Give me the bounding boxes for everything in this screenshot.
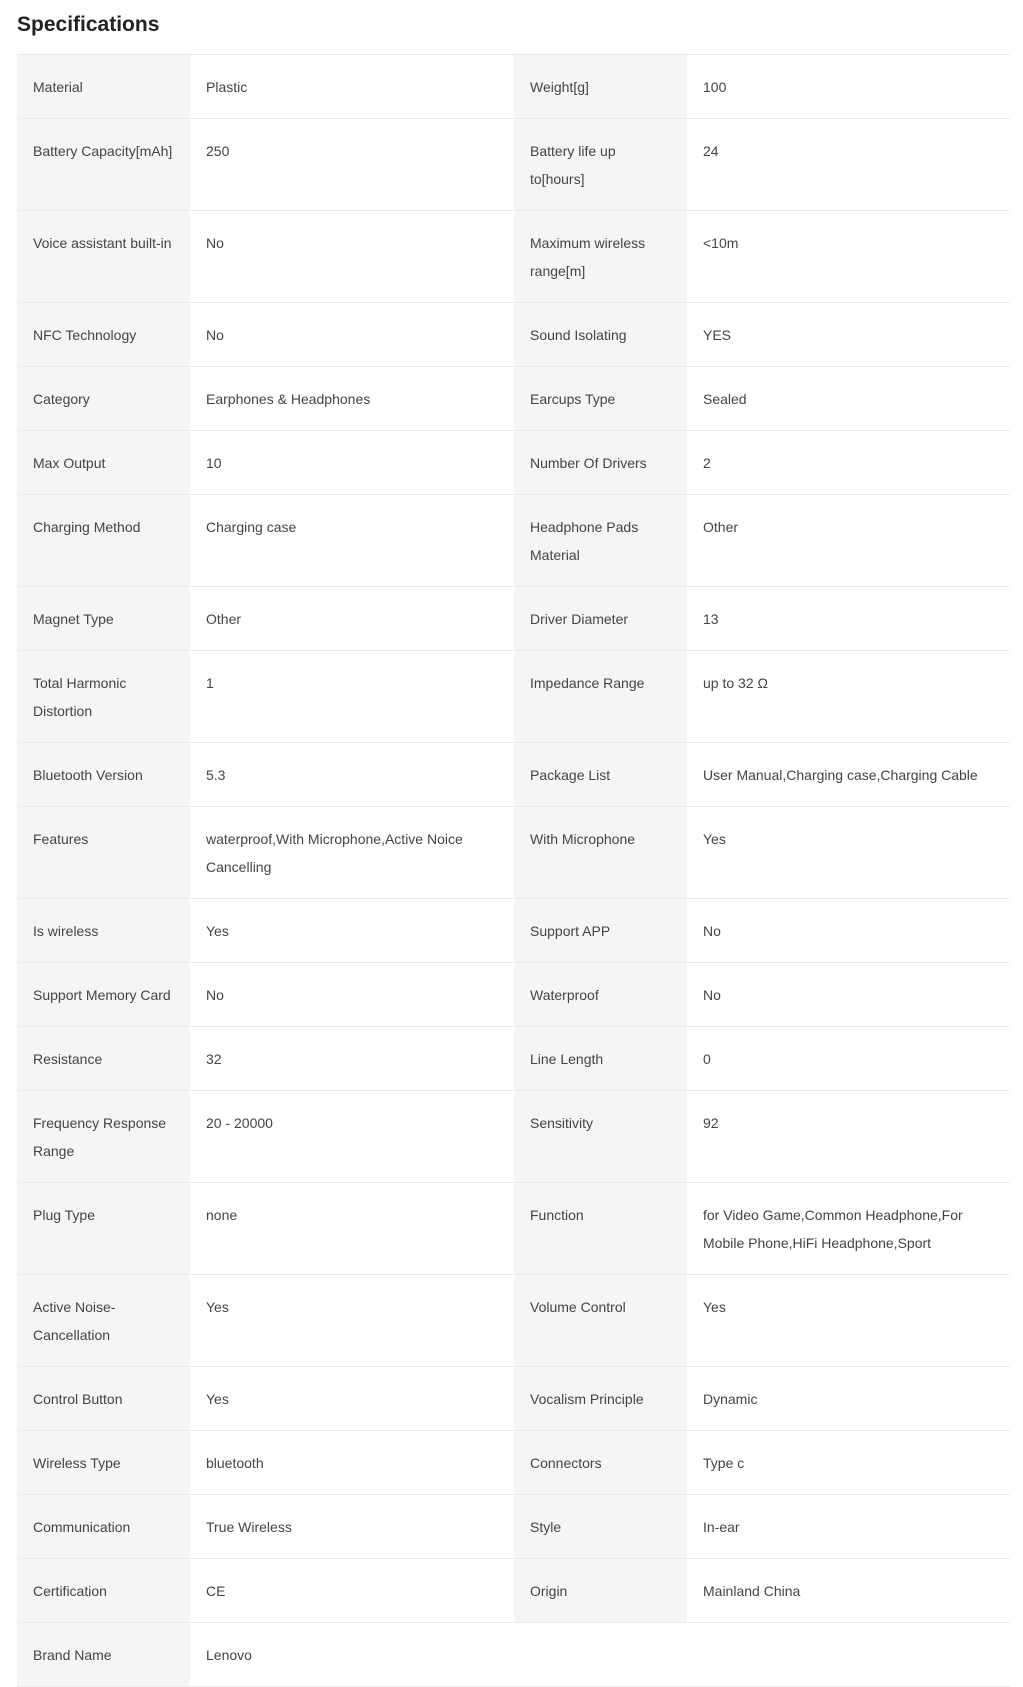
- spec-label: Active Noise-Cancellation: [17, 1275, 190, 1367]
- spec-row: [17, 1027, 1010, 1091]
- spec-label: Line Length: [514, 1027, 687, 1091]
- spec-value: <10m: [687, 211, 1010, 303]
- spec-row: [17, 55, 1010, 119]
- spec-label: Brand Name: [17, 1623, 190, 1687]
- spec-label: Style: [514, 1495, 687, 1559]
- spec-label: Driver Diameter: [514, 587, 687, 651]
- specifications-table: [17, 54, 1010, 1687]
- spec-value: 5.3: [190, 743, 514, 807]
- spec-label: Earcups Type: [514, 367, 687, 431]
- spec-value: 100: [687, 55, 1010, 119]
- spec-label: Bluetooth Version: [17, 743, 190, 807]
- spec-label: Voice assistant built-in: [17, 211, 190, 303]
- spec-row: [17, 367, 1010, 431]
- spec-value: Yes: [190, 899, 514, 963]
- spec-label: Category: [17, 367, 190, 431]
- spec-value: Yes: [190, 1367, 514, 1431]
- spec-label: Waterproof: [514, 963, 687, 1027]
- spec-row: [17, 1495, 1010, 1559]
- spec-label: Certification: [17, 1559, 190, 1623]
- spec-value: bluetooth: [190, 1431, 514, 1495]
- spec-label: Vocalism Principle: [514, 1367, 687, 1431]
- spec-value: 13: [687, 587, 1010, 651]
- spec-value: Other: [687, 495, 1010, 587]
- spec-value: Yes: [190, 1275, 514, 1367]
- spec-value: 10: [190, 431, 514, 495]
- spec-label: Control Button: [17, 1367, 190, 1431]
- spec-row: [17, 963, 1010, 1027]
- spec-label: Communication: [17, 1495, 190, 1559]
- spec-label: Impedance Range: [514, 651, 687, 743]
- spec-label: Volume Control: [514, 1275, 687, 1367]
- spec-label: NFC Technology: [17, 303, 190, 367]
- spec-value: True Wireless: [190, 1495, 514, 1559]
- empty-cell: [514, 1623, 687, 1687]
- spec-label: Wireless Type: [17, 1431, 190, 1495]
- spec-value: 24: [687, 119, 1010, 211]
- spec-row: [17, 119, 1010, 211]
- spec-value: waterproof,With Microphone,Active Noice Cancelling: [190, 807, 514, 899]
- empty-cell: [687, 1623, 1010, 1687]
- spec-value: Lenovo: [190, 1623, 514, 1687]
- spec-row: [17, 899, 1010, 963]
- spec-value: In-ear: [687, 1495, 1010, 1559]
- spec-value: Earphones & Headphones: [190, 367, 514, 431]
- spec-label: Support Memory Card: [17, 963, 190, 1027]
- spec-value: 2: [687, 431, 1010, 495]
- spec-value: up to 32 Ω: [687, 651, 1010, 743]
- spec-label: Headphone Pads Material: [514, 495, 687, 587]
- spec-row: [17, 807, 1010, 899]
- spec-label: Maximum wireless range[m]: [514, 211, 687, 303]
- spec-value: No: [687, 963, 1010, 1027]
- spec-label: Weight[g]: [514, 55, 687, 119]
- spec-label: Total Harmonic Distortion: [17, 651, 190, 743]
- spec-label: Features: [17, 807, 190, 899]
- section-title: Specifications: [17, 13, 160, 36]
- spec-label: Frequency Response Range: [17, 1091, 190, 1183]
- spec-row: [17, 303, 1010, 367]
- spec-value: 250: [190, 119, 514, 211]
- spec-label: Connectors: [514, 1431, 687, 1495]
- spec-value: Charging case: [190, 495, 514, 587]
- spec-label: Sound Isolating: [514, 303, 687, 367]
- spec-label: Support APP: [514, 899, 687, 963]
- spec-label: Plug Type: [17, 1183, 190, 1275]
- spec-row: [17, 587, 1010, 651]
- spec-label: With Microphone: [514, 807, 687, 899]
- spec-value: Dynamic: [687, 1367, 1010, 1431]
- spec-row: [17, 1275, 1010, 1367]
- spec-value: Type c: [687, 1431, 1010, 1495]
- spec-value: YES: [687, 303, 1010, 367]
- spec-value: User Manual,Charging case,Charging Cable: [687, 743, 1010, 807]
- spec-row: [17, 1367, 1010, 1431]
- spec-row: [17, 495, 1010, 587]
- spec-value: for Video Game,Common Headphone,For Mobile Phone,HiFi Headphone,Sport: [687, 1183, 1010, 1275]
- spec-label: Number Of Drivers: [514, 431, 687, 495]
- spec-value: 92: [687, 1091, 1010, 1183]
- spec-row: [17, 1183, 1010, 1275]
- spec-label: Sensitivity: [514, 1091, 687, 1183]
- spec-label: Resistance: [17, 1027, 190, 1091]
- spec-label: Max Output: [17, 431, 190, 495]
- spec-row: [17, 1559, 1010, 1623]
- spec-row: [17, 431, 1010, 495]
- spec-label: Function: [514, 1183, 687, 1275]
- spec-value: 1: [190, 651, 514, 743]
- spec-label: Battery life up to[hours]: [514, 119, 687, 211]
- spec-value: Plastic: [190, 55, 514, 119]
- spec-label: Is wireless: [17, 899, 190, 963]
- spec-row: [17, 1091, 1010, 1183]
- spec-label: Charging Method: [17, 495, 190, 587]
- spec-value: Mainland China: [687, 1559, 1010, 1623]
- spec-row: [17, 743, 1010, 807]
- spec-row: [17, 1431, 1010, 1495]
- spec-row: [17, 1623, 1010, 1687]
- spec-value: Sealed: [687, 367, 1010, 431]
- spec-label: Package List: [514, 743, 687, 807]
- spec-row: [17, 651, 1010, 743]
- spec-label: Battery Capacity[mAh]: [17, 119, 190, 211]
- spec-value: Yes: [687, 1275, 1010, 1367]
- spec-value: No: [190, 303, 514, 367]
- spec-value: No: [190, 211, 514, 303]
- spec-label: Origin: [514, 1559, 687, 1623]
- spec-label: Material: [17, 55, 190, 119]
- spec-value: 32: [190, 1027, 514, 1091]
- spec-label: Magnet Type: [17, 587, 190, 651]
- spec-value: CE: [190, 1559, 514, 1623]
- spec-value: Yes: [687, 807, 1010, 899]
- specifications-table-body: [17, 55, 1010, 1687]
- spec-value: 20 - 20000: [190, 1091, 514, 1183]
- spec-value: No: [687, 899, 1010, 963]
- spec-row: [17, 211, 1010, 303]
- spec-value: No: [190, 963, 514, 1027]
- spec-value: Other: [190, 587, 514, 651]
- spec-value: none: [190, 1183, 514, 1275]
- spec-value: 0: [687, 1027, 1010, 1091]
